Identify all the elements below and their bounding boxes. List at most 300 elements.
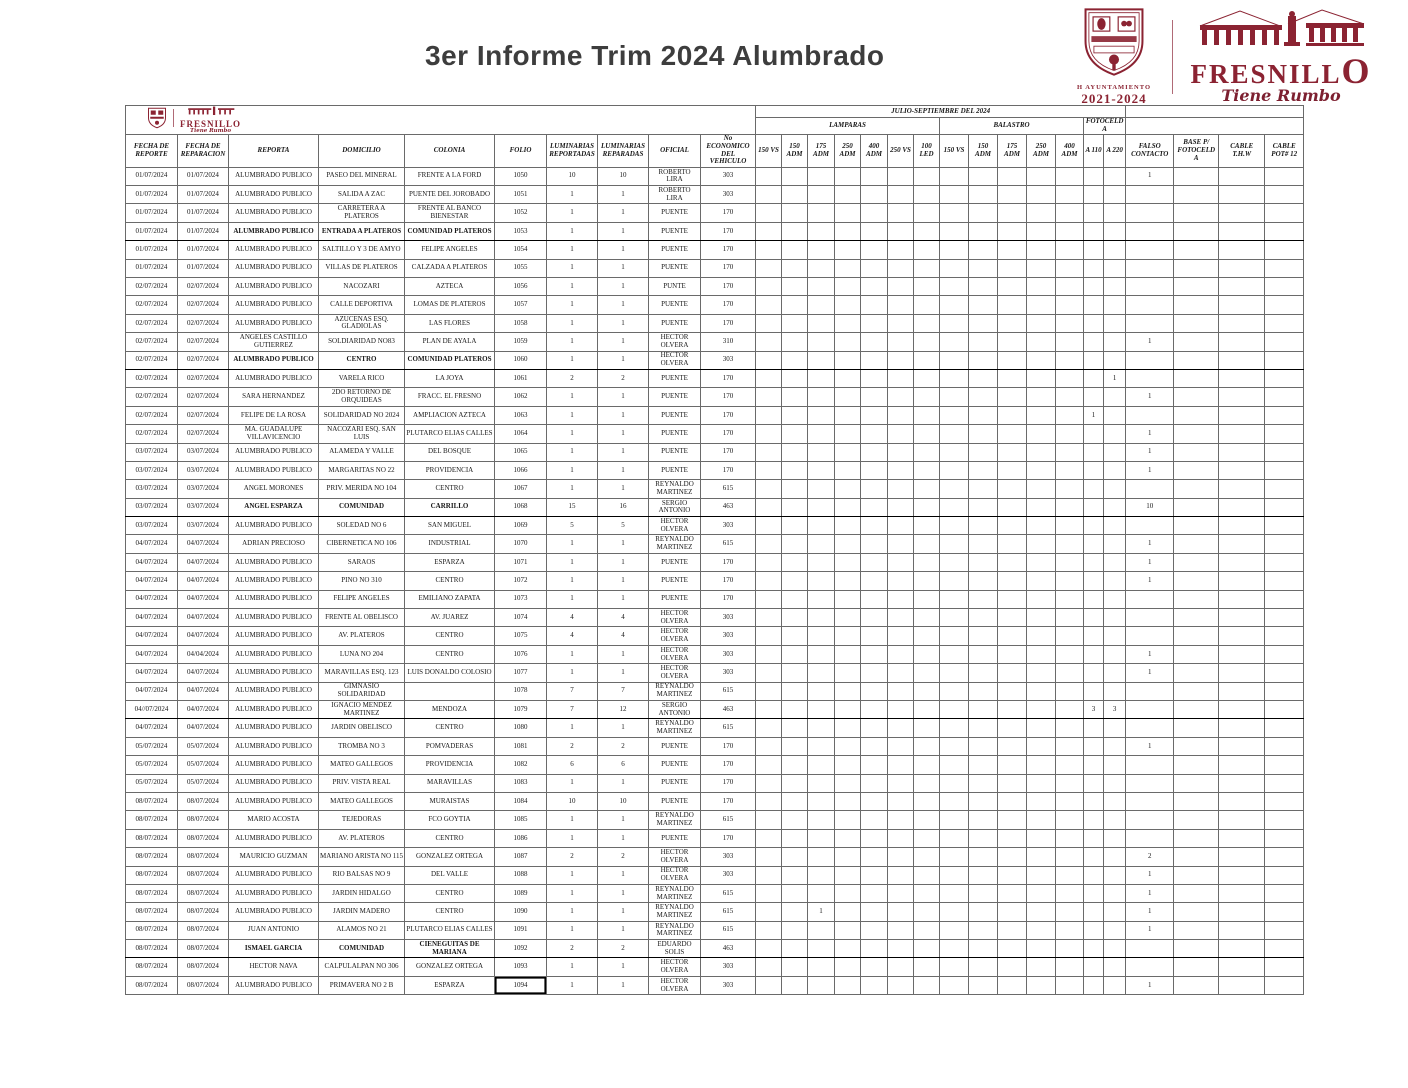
cell-lamp1	[782, 664, 808, 682]
cell-bal3	[1027, 627, 1056, 645]
cell-vehiculo: 463	[701, 940, 756, 958]
cell-lamp1	[782, 627, 808, 645]
cell-base	[1174, 296, 1219, 314]
cell-lamp3	[835, 940, 861, 958]
cell-luminarias-reportadas: 1	[547, 884, 598, 902]
cell-lamp4	[861, 351, 888, 369]
cell-reporta: ALUMBRADO PUBLICO	[229, 719, 319, 737]
cell-thw	[1219, 719, 1265, 737]
cell-lamp5	[888, 774, 914, 792]
cell-falso	[1126, 719, 1174, 737]
cell-bal2	[998, 590, 1027, 608]
cell-falso: 1	[1126, 425, 1174, 443]
cell-luminarias-reparadas: 4	[598, 627, 649, 645]
cell-oficial: HECTOR OLVERA	[649, 976, 701, 994]
cell-bal4	[1056, 369, 1084, 387]
cell-fecha-reparacion: 04/07/2024	[178, 664, 229, 682]
cell-folio: 1073	[495, 590, 547, 608]
cell-a110	[1084, 333, 1104, 351]
cell-reporta: ALUMBRADO PUBLICO	[229, 774, 319, 792]
cell-domicilio: PRIV. VISTA REAL	[319, 774, 405, 792]
cell-colonia: ESPARZA	[405, 976, 495, 994]
cell-lamp6	[914, 369, 940, 387]
cell-base	[1174, 921, 1219, 939]
cell-oficial: HECTOR OLVERA	[649, 866, 701, 884]
cell-base	[1174, 278, 1219, 296]
cell-domicilio: GIMNASIO SOLIDARIDAD	[319, 682, 405, 700]
cell-luminarias-reparadas: 1	[598, 590, 649, 608]
cell-pot12	[1265, 609, 1304, 627]
cell-lamp1	[782, 792, 808, 810]
cell-pot12	[1265, 296, 1304, 314]
column-header-0: FECHA DE REPORTE	[126, 134, 178, 167]
cell-bal2	[998, 333, 1027, 351]
cell-folio: 1063	[495, 406, 547, 424]
cell-falso: 1	[1126, 884, 1174, 902]
cell-bal0	[940, 259, 969, 277]
cell-lamp1	[782, 186, 808, 204]
cell-fecha-reparacion: 04/07/2024	[178, 572, 229, 590]
cell-pot12	[1265, 388, 1304, 406]
cell-bal1	[969, 204, 998, 222]
cell-falso	[1126, 186, 1174, 204]
cell-lamp6	[914, 186, 940, 204]
cell-bal2	[998, 443, 1027, 461]
cell-a220	[1104, 590, 1126, 608]
cell-base	[1174, 259, 1219, 277]
cell-a110	[1084, 848, 1104, 866]
cell-folio: 1082	[495, 756, 547, 774]
cell-lamp6	[914, 425, 940, 443]
cell-lamp1	[782, 167, 808, 185]
cell-vehiculo: 170	[701, 296, 756, 314]
mini-tagline: Tiene Rumbo	[190, 128, 232, 134]
cell-vehiculo: 303	[701, 186, 756, 204]
cell-vehiculo: 170	[701, 590, 756, 608]
cell-thw	[1219, 792, 1265, 810]
cell-lamp5	[888, 627, 914, 645]
cell-domicilio: CARRETERA A PLATEROS	[319, 204, 405, 222]
cell-falso	[1126, 241, 1174, 259]
cell-lamp3	[835, 535, 861, 553]
cell-folio: 1075	[495, 627, 547, 645]
cell-fecha-reparacion: 02/07/2024	[178, 425, 229, 443]
cell-lamp3	[835, 480, 861, 498]
cell-colonia: LAS FLORES	[405, 314, 495, 332]
cell-bal1	[969, 848, 998, 866]
cell-bal0	[940, 498, 969, 516]
cell-bal3	[1027, 204, 1056, 222]
cell-lamp4	[861, 976, 888, 994]
cell-oficial: SERGIO ANTONIO	[649, 498, 701, 516]
cell-domicilio: JARDIN OBELISCO	[319, 719, 405, 737]
cell-fecha-reparacion: 08/07/2024	[178, 976, 229, 994]
cell-lamp6	[914, 811, 940, 829]
column-header-8: OFICIAL	[649, 134, 701, 167]
table-row	[126, 498, 1304, 516]
cell-lamp4	[861, 682, 888, 700]
cell-lamp5	[888, 940, 914, 958]
cell-thw	[1219, 627, 1265, 645]
spacer-cell	[1126, 118, 1304, 135]
cell-vehiculo: 303	[701, 664, 756, 682]
cell-luminarias-reparadas: 16	[598, 498, 649, 516]
cell-lamp4	[861, 278, 888, 296]
cell-a110	[1084, 351, 1104, 369]
cell-fecha-reporte: 04/07/2024	[126, 719, 178, 737]
cell-oficial: PUENTE	[649, 590, 701, 608]
table-row	[126, 443, 1304, 461]
cell-thw	[1219, 829, 1265, 847]
cell-base	[1174, 792, 1219, 810]
cell-reporta: ALUMBRADO PUBLICO	[229, 682, 319, 700]
group-header-lamparas: LAMPARAS	[756, 118, 940, 135]
cell-domicilio: RIO BALSAS NO 9	[319, 866, 405, 884]
cell-lamp4	[861, 700, 888, 718]
cell-a110	[1084, 553, 1104, 571]
cell-luminarias-reparadas: 10	[598, 167, 649, 185]
cell-domicilio: AV. PLATEROS	[319, 627, 405, 645]
cell-base	[1174, 664, 1219, 682]
cell-pot12	[1265, 921, 1304, 939]
cell-lamp2	[808, 314, 835, 332]
cell-lamp0	[756, 167, 782, 185]
cell-lamp3	[835, 921, 861, 939]
cell-lamp5	[888, 204, 914, 222]
mini-logo-divider	[173, 109, 174, 127]
cell-bal3	[1027, 921, 1056, 939]
cell-pot12	[1265, 848, 1304, 866]
cell-a220	[1104, 222, 1126, 240]
cell-a110	[1084, 517, 1104, 535]
cell-pot12	[1265, 866, 1304, 884]
cell-luminarias-reportadas: 1	[547, 314, 598, 332]
cell-a220	[1104, 774, 1126, 792]
cell-domicilio: MATEO GALLEGOS	[319, 756, 405, 774]
cell-fecha-reparacion: 04/07/2024	[178, 719, 229, 737]
column-header-25: BASE P/ FOTOCELDA	[1174, 134, 1219, 167]
cell-thw	[1219, 737, 1265, 755]
cell-vehiculo: 463	[701, 700, 756, 718]
cell-folio: 1078	[495, 682, 547, 700]
table-row	[126, 609, 1304, 627]
cell-vehiculo: 303	[701, 976, 756, 994]
cell-a220	[1104, 186, 1126, 204]
cell-falso	[1126, 351, 1174, 369]
cell-luminarias-reportadas: 1	[547, 535, 598, 553]
cell-thw	[1219, 167, 1265, 185]
cell-lamp1	[782, 461, 808, 479]
cell-colonia: FELIPE ANGELES	[405, 241, 495, 259]
cell-folio: 1094	[495, 976, 547, 994]
cell-bal3	[1027, 314, 1056, 332]
cell-fecha-reparacion: 04/07/2024	[178, 700, 229, 718]
cell-lamp6	[914, 296, 940, 314]
cell-lamp4	[861, 241, 888, 259]
cell-a110	[1084, 167, 1104, 185]
cell-a220	[1104, 627, 1126, 645]
cell-bal1	[969, 976, 998, 994]
cell-lamp6	[914, 756, 940, 774]
cell-bal3	[1027, 719, 1056, 737]
cell-thw	[1219, 278, 1265, 296]
cell-lamp1	[782, 443, 808, 461]
cell-fecha-reparacion: 03/07/2024	[178, 498, 229, 516]
cell-a110	[1084, 609, 1104, 627]
cell-thw	[1219, 388, 1265, 406]
cell-reporta: ALUMBRADO PUBLICO	[229, 314, 319, 332]
cell-fecha-reparacion: 05/07/2024	[178, 756, 229, 774]
column-header-23: A 220	[1104, 134, 1126, 167]
cell-reporta: ANGELES CASTILLO GUTIERREZ	[229, 333, 319, 351]
cell-oficial: REYNALDO MARTINEZ	[649, 903, 701, 921]
cell-colonia: CENTRO	[405, 645, 495, 663]
cell-folio: 1074	[495, 609, 547, 627]
cell-domicilio: VARELA RICO	[319, 369, 405, 387]
cell-lamp1	[782, 774, 808, 792]
cell-luminarias-reparadas: 1	[598, 480, 649, 498]
cell-colonia: CIENEGUITAS DE MARIANA	[405, 940, 495, 958]
table-row	[126, 278, 1304, 296]
cell-bal4	[1056, 461, 1084, 479]
cell-luminarias-reparadas: 1	[598, 553, 649, 571]
cell-luminarias-reportadas: 7	[547, 682, 598, 700]
cell-bal1	[969, 719, 998, 737]
cell-falso	[1126, 627, 1174, 645]
cell-lamp6	[914, 351, 940, 369]
table-row	[126, 351, 1304, 369]
fresnillo-logo-block	[1185, 8, 1377, 104]
cell-bal1	[969, 369, 998, 387]
cell-lamp2	[808, 222, 835, 240]
cell-folio: 1067	[495, 480, 547, 498]
cell-lamp1	[782, 498, 808, 516]
cell-a220	[1104, 848, 1126, 866]
cell-bal0	[940, 443, 969, 461]
cell-lamp6	[914, 333, 940, 351]
cell-oficial: PUENTE	[649, 553, 701, 571]
cell-colonia: PROVIDENCIA	[405, 756, 495, 774]
cell-vehiculo: 303	[701, 627, 756, 645]
cell-pot12	[1265, 976, 1304, 994]
cell-a110	[1084, 829, 1104, 847]
cell-bal1	[969, 388, 998, 406]
cell-a110	[1084, 590, 1104, 608]
cell-pot12	[1265, 792, 1304, 810]
fresnillo-wordmark: FRESNILLO	[1190, 51, 1372, 92]
cell-falso	[1126, 756, 1174, 774]
cell-domicilio: IGNACIO MENDEZ MARTINEZ	[319, 700, 405, 718]
cell-lamp2	[808, 461, 835, 479]
cell-vehiculo: 615	[701, 884, 756, 902]
cell-oficial: PUENTE	[649, 241, 701, 259]
table-row	[126, 590, 1304, 608]
cell-luminarias-reportadas: 10	[547, 167, 598, 185]
cell-thw	[1219, 204, 1265, 222]
cell-domicilio: ALAMOS NO 21	[319, 921, 405, 939]
cell-oficial: HECTOR OLVERA	[649, 333, 701, 351]
cell-fecha-reporte: 01/07/2024	[126, 204, 178, 222]
cell-lamp4	[861, 664, 888, 682]
cell-domicilio: COMUNIDAD	[319, 940, 405, 958]
cell-thw	[1219, 241, 1265, 259]
table-row	[126, 792, 1304, 810]
cell-colonia: PLUTARCO ELIAS CALLES	[405, 921, 495, 939]
table-row	[126, 222, 1304, 240]
table-row	[126, 921, 1304, 939]
cell-fecha-reporte: 05/07/2024	[126, 774, 178, 792]
column-header-13: 250 ADM	[835, 134, 861, 167]
cell-reporta: ALUMBRADO PUBLICO	[229, 700, 319, 718]
cell-pot12	[1265, 572, 1304, 590]
cell-fecha-reporte: 01/07/2024	[126, 222, 178, 240]
cell-bal3	[1027, 425, 1056, 443]
mini-skyline-icon	[185, 106, 237, 115]
cell-bal3	[1027, 535, 1056, 553]
cell-base	[1174, 517, 1219, 535]
cell-pot12	[1265, 241, 1304, 259]
cell-a110	[1084, 958, 1104, 976]
cell-fecha-reporte: 08/07/2024	[126, 958, 178, 976]
cell-thw	[1219, 609, 1265, 627]
cell-fecha-reparacion: 02/07/2024	[178, 314, 229, 332]
cell-lamp3	[835, 167, 861, 185]
cell-bal4	[1056, 976, 1084, 994]
cell-fecha-reparacion: 01/07/2024	[178, 241, 229, 259]
cell-pot12	[1265, 517, 1304, 535]
cell-folio: 1064	[495, 425, 547, 443]
cell-lamp2	[808, 627, 835, 645]
cell-vehiculo: 615	[701, 903, 756, 921]
cell-fecha-reporte: 04/07/2024	[126, 627, 178, 645]
cell-fecha-reporte: 05/07/2024	[126, 756, 178, 774]
cell-lamp4	[861, 535, 888, 553]
cell-lamp2	[808, 369, 835, 387]
cell-oficial: PUENTE	[649, 204, 701, 222]
cell-lamp5	[888, 517, 914, 535]
cell-falso: 1	[1126, 388, 1174, 406]
cell-luminarias-reportadas: 1	[547, 222, 598, 240]
table-row	[126, 940, 1304, 958]
cell-reporta: SARA HERNANDEZ	[229, 388, 319, 406]
cell-folio: 1070	[495, 535, 547, 553]
cell-bal3	[1027, 884, 1056, 902]
cell-fecha-reporte: 04/07/2024	[126, 682, 178, 700]
cell-folio: 1056	[495, 278, 547, 296]
table-row	[126, 682, 1304, 700]
cell-bal2	[998, 241, 1027, 259]
cell-oficial: PUENTE	[649, 792, 701, 810]
cell-luminarias-reparadas: 1	[598, 333, 649, 351]
cell-bal1	[969, 866, 998, 884]
cell-lamp3	[835, 406, 861, 424]
cell-lamp1	[782, 976, 808, 994]
cell-base	[1174, 958, 1219, 976]
cell-pot12	[1265, 461, 1304, 479]
cell-lamp0	[756, 535, 782, 553]
cell-bal4	[1056, 609, 1084, 627]
cell-lamp5	[888, 737, 914, 755]
cell-falso: 1	[1126, 737, 1174, 755]
cell-lamp3	[835, 645, 861, 663]
logo-divider	[1172, 20, 1173, 94]
cell-lamp1	[782, 848, 808, 866]
cell-bal0	[940, 940, 969, 958]
cell-luminarias-reparadas: 1	[598, 903, 649, 921]
cell-lamp3	[835, 756, 861, 774]
cell-pot12	[1265, 204, 1304, 222]
cell-bal0	[940, 719, 969, 737]
cell-falso: 2	[1126, 848, 1174, 866]
cell-domicilio: VILLAS DE PLATEROS	[319, 259, 405, 277]
cell-a220	[1104, 517, 1126, 535]
cell-a110	[1084, 296, 1104, 314]
cell-falso	[1126, 811, 1174, 829]
cell-colonia: CALZADA A PLATEROS	[405, 259, 495, 277]
cell-luminarias-reparadas: 1	[598, 388, 649, 406]
cell-lamp0	[756, 461, 782, 479]
cell-lamp2	[808, 572, 835, 590]
cell-bal2	[998, 167, 1027, 185]
cell-bal2	[998, 884, 1027, 902]
cell-bal2	[998, 866, 1027, 884]
cell-vehiculo: 170	[701, 792, 756, 810]
cell-a110	[1084, 719, 1104, 737]
cell-lamp5	[888, 829, 914, 847]
cell-bal1	[969, 811, 998, 829]
table-row	[126, 204, 1304, 222]
cell-base	[1174, 535, 1219, 553]
cell-lamp5	[888, 572, 914, 590]
cell-bal0	[940, 737, 969, 755]
cell-bal1	[969, 167, 998, 185]
cell-lamp4	[861, 517, 888, 535]
cell-pot12	[1265, 664, 1304, 682]
cell-bal0	[940, 609, 969, 627]
table-row	[126, 186, 1304, 204]
cell-a110	[1084, 241, 1104, 259]
cell-a220	[1104, 351, 1126, 369]
cell-lamp1	[782, 406, 808, 424]
cell-lamp4	[861, 553, 888, 571]
cell-domicilio: SOLDIARIDAD NO83	[319, 333, 405, 351]
cell-fecha-reparacion: 02/07/2024	[178, 351, 229, 369]
cell-luminarias-reparadas: 1	[598, 314, 649, 332]
table-row	[126, 664, 1304, 682]
cell-fecha-reparacion: 02/07/2024	[178, 333, 229, 351]
cell-lamp6	[914, 940, 940, 958]
cell-lamp6	[914, 774, 940, 792]
cell-reporta: ALUMBRADO PUBLICO	[229, 241, 319, 259]
cell-bal0	[940, 369, 969, 387]
cell-bal0	[940, 204, 969, 222]
cell-lamp6	[914, 829, 940, 847]
cell-bal2	[998, 645, 1027, 663]
cell-folio: 1090	[495, 903, 547, 921]
column-header-26: CABLE T.H.W	[1219, 134, 1265, 167]
cell-thw	[1219, 425, 1265, 443]
cell-luminarias-reparadas: 2	[598, 848, 649, 866]
cell-lamp1	[782, 204, 808, 222]
cell-lamp2	[808, 351, 835, 369]
cell-a110	[1084, 572, 1104, 590]
cell-pot12	[1265, 222, 1304, 240]
cell-falso: 1	[1126, 535, 1174, 553]
cell-bal3	[1027, 517, 1056, 535]
cell-bal4	[1056, 480, 1084, 498]
cell-lamp3	[835, 811, 861, 829]
cell-lamp2	[808, 259, 835, 277]
